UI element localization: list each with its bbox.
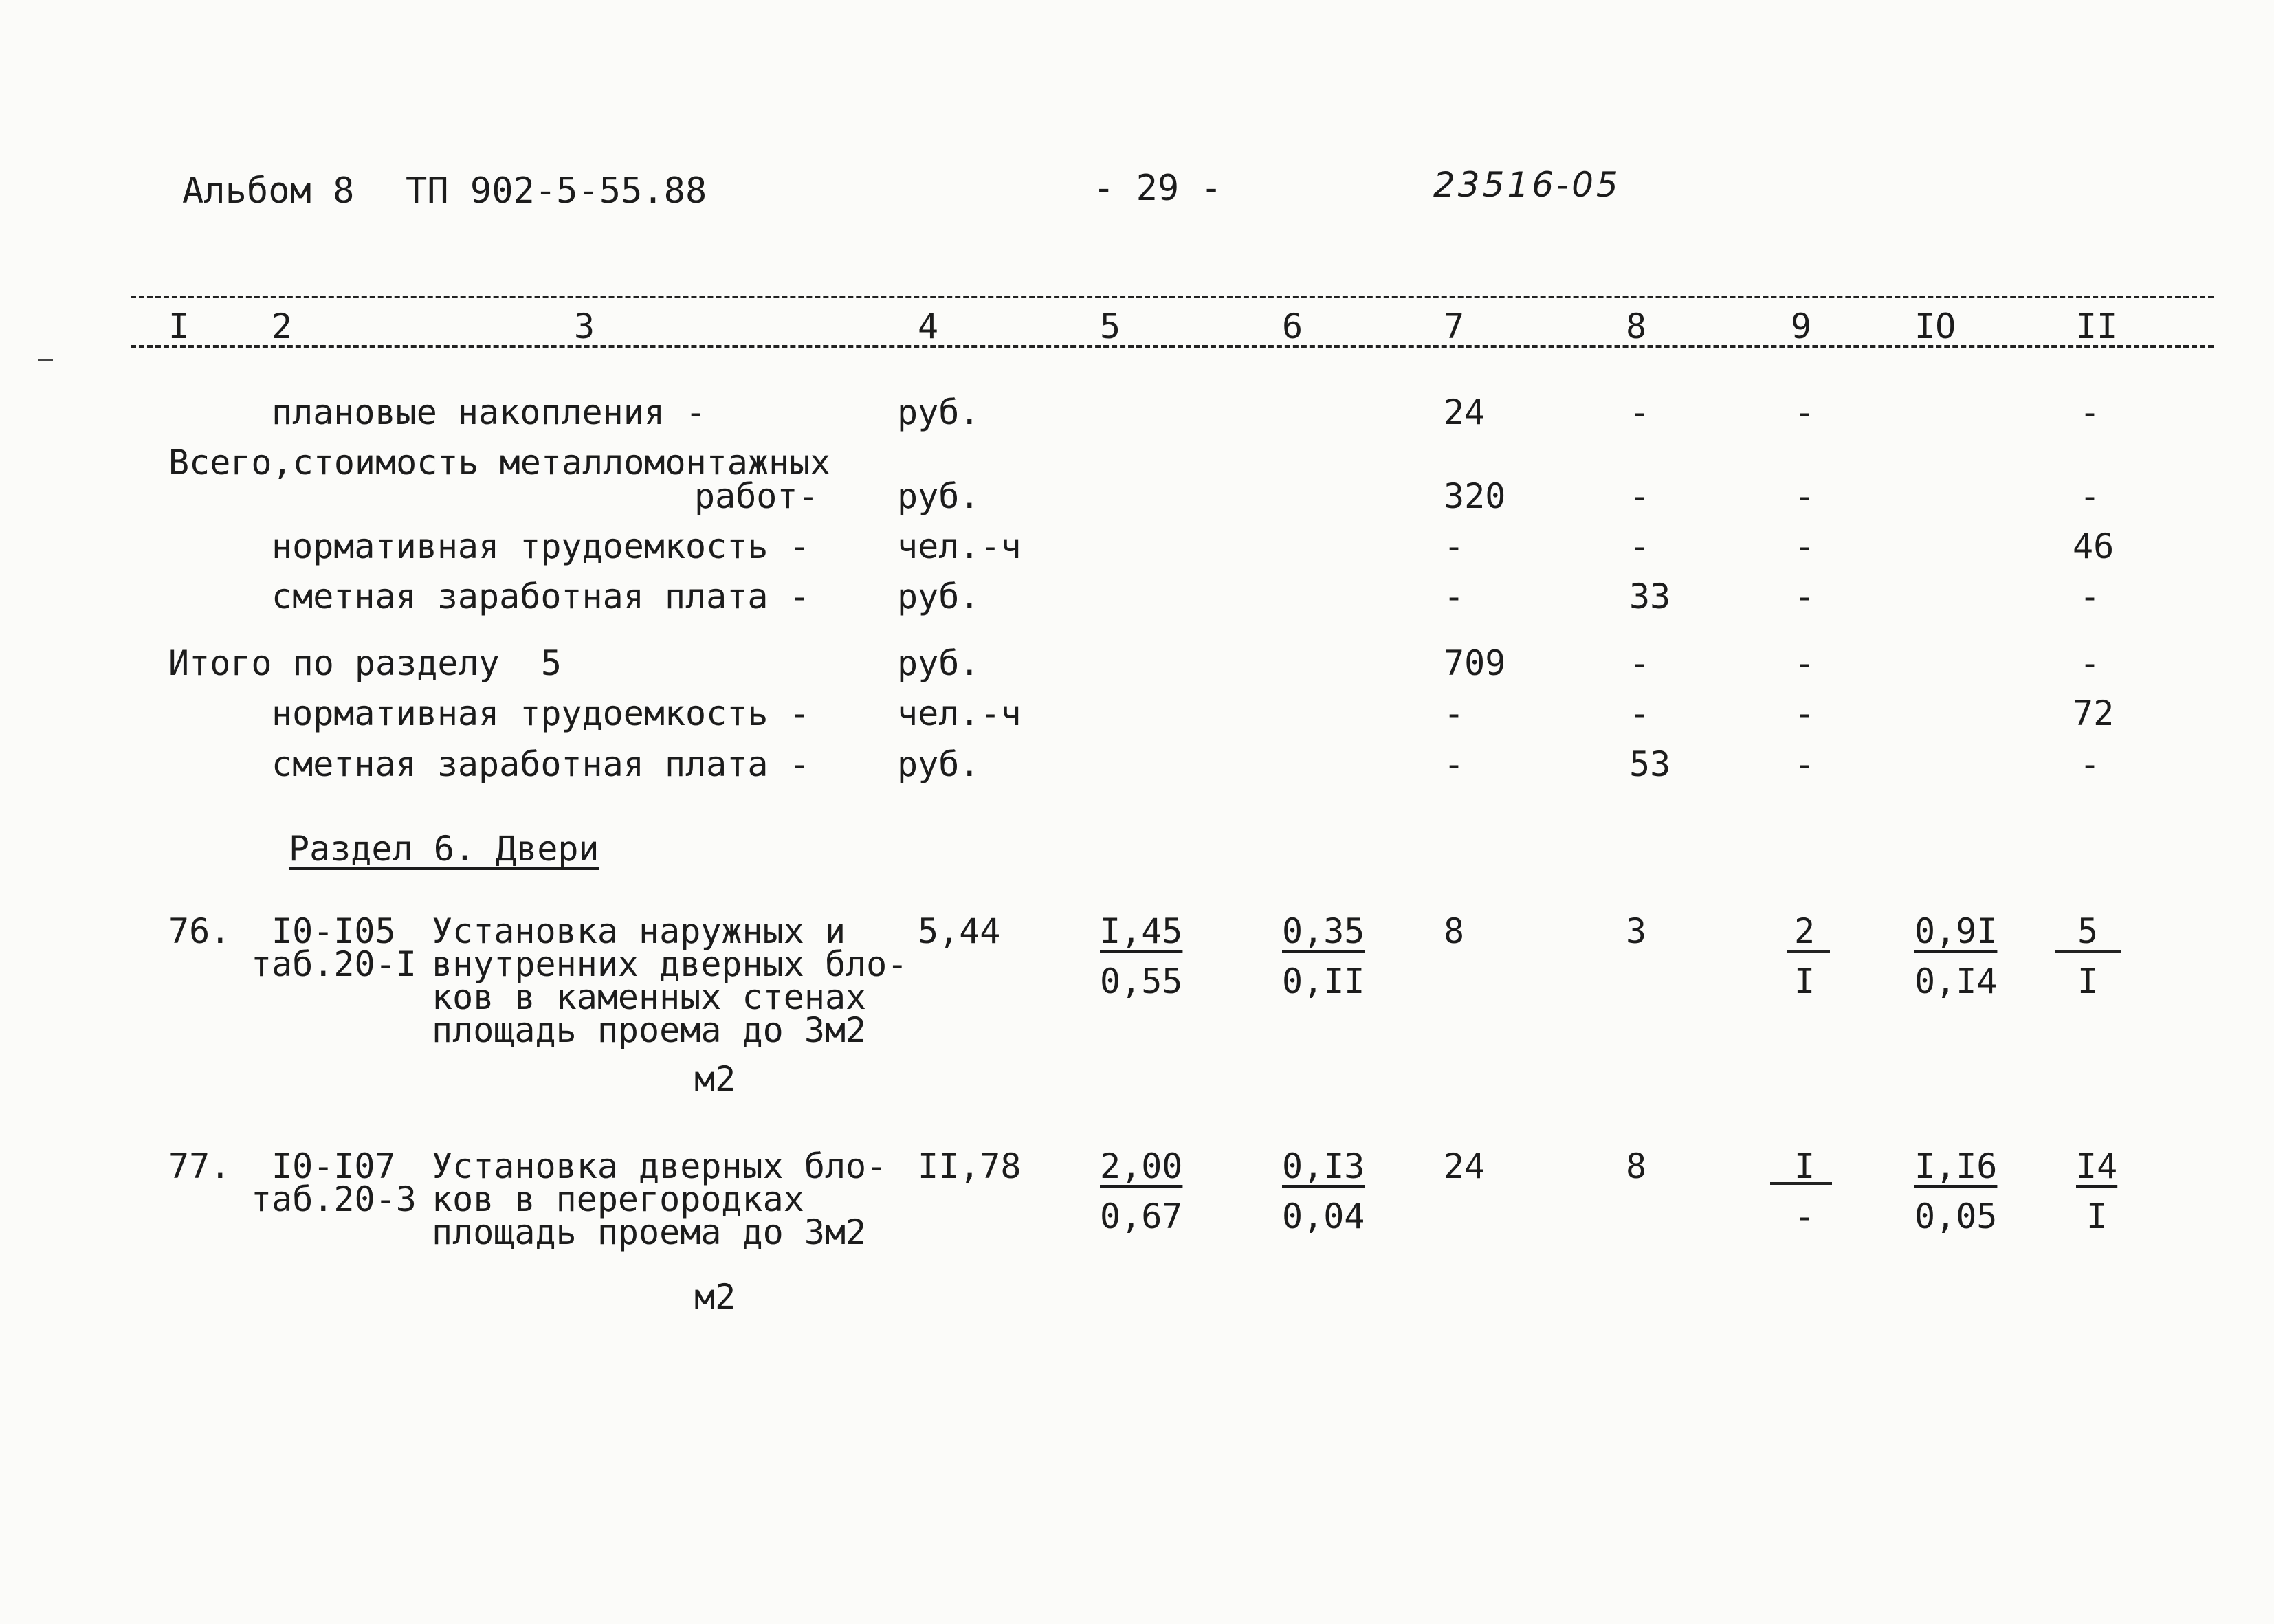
total-metal-label-2: работ- xyxy=(694,476,819,516)
item-c8: 3 xyxy=(1626,911,1647,951)
total-metal-c9: - xyxy=(1794,476,1815,516)
item-c7: 24 xyxy=(1444,1146,1486,1186)
page-number: - 29 - xyxy=(1093,168,1222,209)
norm-labor-label: нормативная трудоемкость - xyxy=(272,526,810,566)
total-metal-c8: - xyxy=(1629,476,1651,516)
wage-2-c7: - xyxy=(1444,744,1465,784)
item-number: 76. xyxy=(168,911,231,951)
item-c11-bottom: I xyxy=(2077,961,2099,1001)
norm-labor-c9: - xyxy=(1794,526,1815,566)
section-total-label: Итого по разделу 5 xyxy=(168,643,562,683)
wage-2-unit: руб. xyxy=(897,744,980,784)
col-header-3: 3 xyxy=(574,307,595,346)
col-header-8: 8 xyxy=(1626,307,1647,346)
col-header-11: II xyxy=(2076,307,2118,346)
item-c8: 8 xyxy=(1626,1146,1647,1186)
col-header-6: 6 xyxy=(1282,307,1303,346)
item-unit: м2 xyxy=(694,1277,736,1317)
planned-c9: - xyxy=(1794,392,1815,432)
item-desc-line: Установка дверных бло- xyxy=(432,1146,887,1186)
item-c6-bottom: 0,II xyxy=(1282,961,1365,1001)
wage-c7: - xyxy=(1444,577,1465,616)
wage-2-c11: - xyxy=(2079,744,2101,784)
norm-labor-c11: 46 xyxy=(2073,526,2115,566)
item-c4: II,78 xyxy=(918,1146,1022,1186)
norm-labor-2-label: нормативная трудоемкость - xyxy=(272,693,810,733)
section-total-unit: руб. xyxy=(897,643,980,683)
item-c7: 8 xyxy=(1444,911,1465,951)
item-code: I0-I05 xyxy=(272,911,396,951)
total-metal-c7: 320 xyxy=(1444,476,1506,516)
item-c11-top: 5 xyxy=(2077,911,2099,951)
norm-labor-2-c7: - xyxy=(1444,693,1465,733)
col-header-4: 4 xyxy=(918,307,939,346)
planned-label: плановые накопления - xyxy=(272,392,707,432)
item-c9-bottom: - xyxy=(1794,1197,1815,1236)
header-rule-bottom xyxy=(131,345,2214,348)
margin-mark xyxy=(38,359,53,361)
norm-labor-c8: - xyxy=(1629,526,1651,566)
item-c10-bottom: 0,I4 xyxy=(1914,961,1998,1001)
item-number: 77. xyxy=(168,1146,231,1186)
norm-labor-2-c9: - xyxy=(1794,693,1815,733)
planned-c7: 24 xyxy=(1444,392,1486,432)
col-header-5: 5 xyxy=(1100,307,1121,346)
wage-2-c8: 53 xyxy=(1629,744,1671,784)
item-c9-top: I xyxy=(1794,1146,1815,1186)
norm-labor-unit: чел.-ч xyxy=(897,526,1022,566)
item-c6-top: 0,I3 xyxy=(1282,1146,1365,1186)
norm-labor-c7: - xyxy=(1444,526,1465,566)
item-desc-line: Установка наружных и xyxy=(432,911,846,951)
item-c5-bottom: 0,67 xyxy=(1100,1197,1183,1236)
wage-label: сметная заработная плата - xyxy=(272,577,810,616)
item-c9-bottom: I xyxy=(1794,961,1815,1001)
item-unit: м2 xyxy=(694,1059,736,1099)
wage-c11: - xyxy=(2079,577,2101,616)
item-c11-top: I4 xyxy=(2076,1146,2118,1186)
wage-c9: - xyxy=(1794,577,1815,616)
project-code: ТП 902-5-55.88 xyxy=(406,170,707,212)
item-c6-bottom: 0,04 xyxy=(1282,1197,1365,1236)
section-total-c9: - xyxy=(1794,643,1815,683)
col-header-7: 7 xyxy=(1444,307,1465,346)
item-desc-line: внутренних дверных бло- xyxy=(432,944,908,984)
planned-c11: - xyxy=(2079,392,2101,432)
section-title: Раздел 6. Двери xyxy=(289,829,599,869)
total-metal-label: Всего,стоимость металломонтажных xyxy=(168,443,831,482)
item-desc-line: ков в каменных стенах xyxy=(432,977,867,1017)
col-header-10: IO xyxy=(1914,307,1956,346)
col-header-9: 9 xyxy=(1791,307,1812,346)
norm-labor-2-c8: - xyxy=(1629,693,1651,733)
item-c4: 5,44 xyxy=(918,911,1001,951)
header-rule-top xyxy=(131,296,2214,298)
item-desc-line: площадь проема до 3м2 xyxy=(432,1010,867,1050)
item-c10-top: 0,9I xyxy=(1914,911,1998,951)
item-c9-top: 2 xyxy=(1794,911,1815,951)
total-metal-unit: руб. xyxy=(897,476,980,516)
wage-2-c9: - xyxy=(1794,744,1815,784)
col-header-2: 2 xyxy=(272,307,293,346)
section-total-c8: - xyxy=(1629,643,1651,683)
wage-unit: руб. xyxy=(897,577,980,616)
planned-c8: - xyxy=(1629,392,1651,432)
norm-labor-2-c11: 72 xyxy=(2073,693,2115,733)
item-c10-top: I,I6 xyxy=(1914,1146,1998,1186)
item-desc-line: площадь проема до 3м2 xyxy=(432,1212,867,1252)
fraction-bar xyxy=(2055,950,2121,953)
item-c11-bottom: I xyxy=(2086,1197,2108,1236)
document-number: 23516-05 xyxy=(1433,165,1621,205)
item-c5-top: I,45 xyxy=(1100,911,1183,951)
item-c5-bottom: 0,55 xyxy=(1100,961,1183,1001)
item-table-ref: таб.20-I xyxy=(251,944,417,984)
item-code: I0-I07 xyxy=(272,1146,396,1186)
fraction-bar xyxy=(1787,950,1830,953)
norm-labor-2-unit: чел.-ч xyxy=(897,693,1022,733)
planned-unit: руб. xyxy=(897,392,980,432)
wage-c8: 33 xyxy=(1629,577,1671,616)
item-c10-bottom: 0,05 xyxy=(1914,1197,1998,1236)
total-metal-c11: - xyxy=(2079,476,2101,516)
item-c6-top: 0,35 xyxy=(1282,911,1365,951)
fraction-bar xyxy=(1770,1182,1832,1185)
album-label: Альбом 8 xyxy=(182,170,355,212)
item-desc-line: ков в перегородках xyxy=(432,1179,804,1219)
item-c5-top: 2,00 xyxy=(1100,1146,1183,1186)
item-table-ref: таб.20-3 xyxy=(251,1179,417,1219)
wage-2-label: сметная заработная плата - xyxy=(272,744,810,784)
section-total-c7: 709 xyxy=(1444,643,1506,683)
section-total-c11: - xyxy=(2079,643,2101,683)
col-header-1: I xyxy=(168,307,190,346)
